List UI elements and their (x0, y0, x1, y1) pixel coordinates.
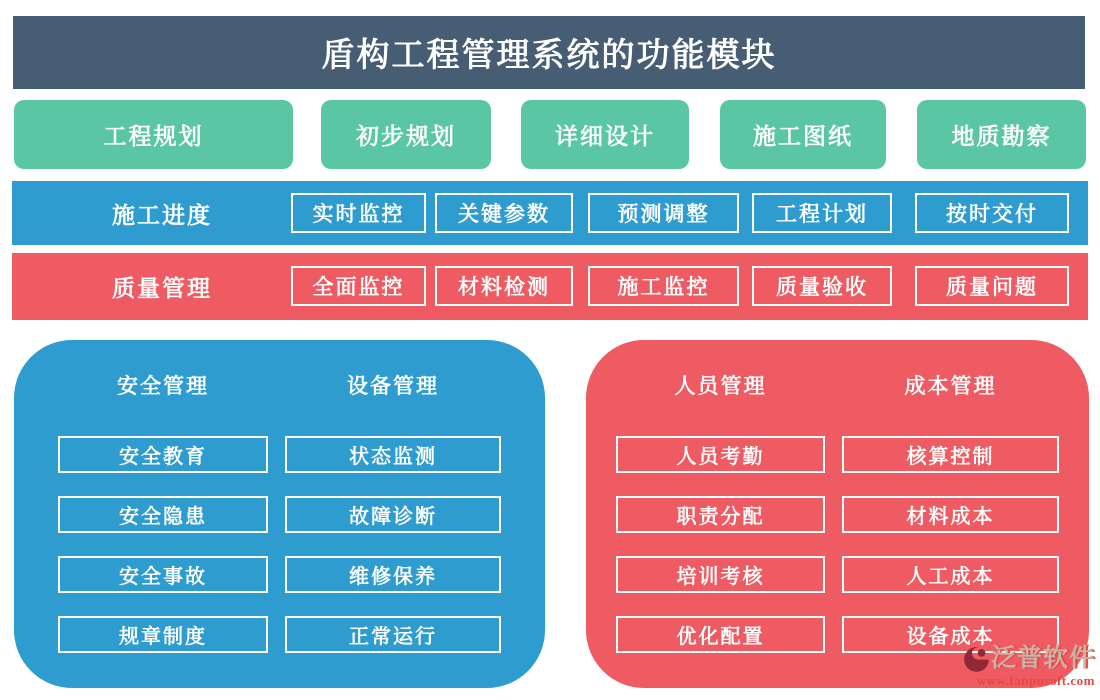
module-detailed-design: 详细设计 (521, 100, 689, 169)
watermark-url: www.fanpusoft.com (976, 673, 1095, 688)
equipment-management-column (285, 370, 501, 688)
item-realtime-monitoring: 实时监控 (291, 193, 426, 233)
module-project-planning: 工程规划 (14, 100, 293, 169)
column-header-equipment-management: 设备管理 (347, 374, 439, 398)
safety-equipment-panel (14, 340, 545, 688)
item-material-cost: 材料成本 (842, 496, 1059, 533)
item-project-plan: 工程计划 (752, 193, 892, 233)
row-label-quality-management: 质量管理 (112, 276, 212, 301)
fanpu-watermark (938, 645, 1095, 687)
item-rules-regulations: 规章制度 (58, 616, 268, 653)
column-header-cost-management: 成本管理 (904, 374, 997, 398)
item-normal-operation: 正常运行 (285, 616, 501, 653)
item-quality-acceptance: 质量验收 (752, 266, 892, 306)
page-title: 盾构工程管理系统的功能模块 (13, 16, 1085, 89)
module-construction-drawings: 施工图纸 (720, 100, 886, 169)
personnel-management-column (616, 370, 825, 688)
item-training-assessment: 培训考核 (616, 556, 825, 593)
module-preliminary-planning: 初步规划 (321, 100, 491, 169)
item-labor-cost: 人工成本 (842, 556, 1059, 593)
item-comprehensive-monitoring: 全面监控 (291, 266, 426, 306)
item-status-monitoring: 状态监测 (285, 436, 501, 473)
item-quality-issues: 质量问题 (915, 266, 1069, 306)
item-optimal-allocation: 优化配置 (616, 616, 825, 653)
construction-progress-row (12, 181, 1088, 245)
item-forecast-adjustment: 预测调整 (588, 193, 739, 233)
column-header-personnel-management: 人员管理 (674, 374, 767, 398)
item-maintenance-upkeep: 维修保养 (285, 556, 501, 593)
item-safety-hazards: 安全隐患 (58, 496, 268, 533)
watermark-brand: 泛普软件 (990, 645, 1095, 672)
safety-management-column (58, 370, 268, 688)
item-safety-accidents: 安全事故 (58, 556, 268, 593)
item-safety-education: 安全教育 (58, 436, 268, 473)
item-accounting-control: 核算控制 (842, 436, 1059, 473)
cost-management-column (842, 370, 1059, 688)
fanpu-logo-icon (963, 645, 990, 672)
quality-management-row (12, 253, 1088, 320)
row-label-construction-progress: 施工进度 (112, 202, 212, 228)
item-fault-diagnosis: 故障诊断 (285, 496, 501, 533)
item-construction-monitoring: 施工监控 (588, 266, 739, 306)
column-header-safety-management: 安全管理 (117, 374, 209, 398)
item-personnel-attendance: 人员考勤 (616, 436, 825, 473)
module-geological-survey: 地质勘察 (917, 100, 1086, 169)
item-material-testing: 材料检测 (435, 266, 573, 306)
item-responsibility-allocation: 职责分配 (616, 496, 825, 533)
item-equipment-cost: 设备成本 (842, 616, 1059, 653)
item-on-time-delivery: 按时交付 (915, 193, 1069, 233)
item-key-parameters: 关键参数 (435, 193, 573, 233)
personnel-cost-panel (586, 340, 1089, 688)
